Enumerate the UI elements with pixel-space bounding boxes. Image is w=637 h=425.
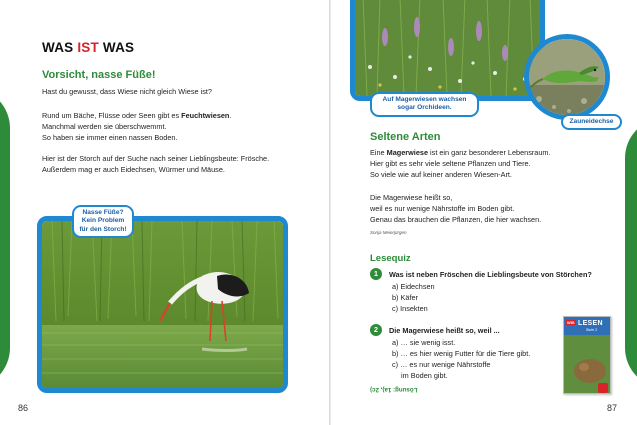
quiz-answer-upside-down: Lösung: 1a), 2c) — [370, 386, 418, 393]
quiz-question-1: Was ist neben Fröschen die Lieblingsbeute von Störchen? — [389, 270, 592, 279]
brand-logo — [42, 40, 134, 55]
brand-word-ist: IST — [77, 40, 99, 55]
lizard-photo — [524, 34, 610, 120]
quiz-1-option-b: b) Käfer — [392, 293, 418, 302]
rare-species-heading: Seltene Arten — [370, 131, 441, 143]
intro-paragraph: Hast du gewusst, dass Wiese nicht gleich Wiese ist? — [42, 87, 212, 96]
page-number-left: 86 — [18, 403, 29, 413]
quiz-title: Lesequiz — [370, 253, 411, 264]
lizard-caption-bubble: Zauneidechse — [561, 114, 622, 130]
stork-image — [42, 221, 283, 388]
page-number-right: 87 — [607, 403, 618, 413]
wetland-paragraph: Rund um Bäche, Flüsse oder Seen gibt es Feuchtwiesen. Manchmal werden sie überschwemmt. So haben sie immer einen nassen Boden. — [42, 111, 232, 143]
quiz-number-2: 2 — [370, 324, 382, 336]
book-logo: WIS — [567, 320, 575, 325]
nutrient-paragraph: Die Magerwiese heißt so, weil es nur wenige Nährstoffe im Boden gibt. Genau das brauchen die Pflanzen, die hier wachsen. — [370, 193, 542, 225]
quiz-2-option-a: a) … sie wenig isst. — [392, 338, 456, 347]
quiz-1-option-a: a) Eidechsen — [392, 282, 435, 291]
green-side-tab-right — [625, 118, 637, 388]
green-side-tab — [0, 88, 10, 388]
stork-photo — [37, 216, 288, 393]
meadow-paragraph: Eine Magerwiese ist ein ganz besonderer Lebensraum. Hier gibt es sehr viele seltene Pflanzen und Tiere. So viele wie auf keiner anderen Wiesen-Art. — [370, 148, 551, 180]
quiz-number-1: 1 — [370, 268, 382, 280]
quiz-2-option-c-cont: im Boden gibt. — [401, 371, 448, 380]
brand-word-was-2: WAS — [102, 40, 135, 55]
section-heading: Vorsicht, nasse Füße! — [42, 69, 156, 81]
orchid-meadow-photo — [350, 0, 545, 101]
stork-caption-bubble: Nasse Füße? Kein Problem für den Storch! — [72, 205, 134, 238]
book-level: Stufe 2 — [586, 328, 598, 332]
stork-paragraph: Hier ist der Storch auf der Suche nach seiner Lieblingsbeute: Frösche. Außerdem mag er auch Eidechsen, Würmer und Mäuse. — [42, 154, 270, 175]
lizard-image — [529, 39, 605, 115]
quiz-2-option-c: c) … es nur wenige Nährstoffe — [392, 360, 491, 369]
author-credit: Sonja Meierjürgen — [370, 230, 407, 235]
book-title: LESEN — [578, 320, 603, 327]
quiz-2-option-b: b) … es hier wenig Futter für die Tiere gibt. — [392, 349, 531, 358]
brand-word-was: WAS — [42, 40, 74, 55]
orchid-meadow-image — [355, 0, 540, 96]
orchid-caption-bubble: Auf Magerwiesen wachsen sogar Orchideen. — [370, 92, 479, 117]
quiz-1-option-c: c) Insekten — [392, 304, 428, 313]
book-cover — [563, 316, 611, 394]
quiz-question-2: Die Magerwiese heißt so, weil ... — [389, 326, 500, 335]
